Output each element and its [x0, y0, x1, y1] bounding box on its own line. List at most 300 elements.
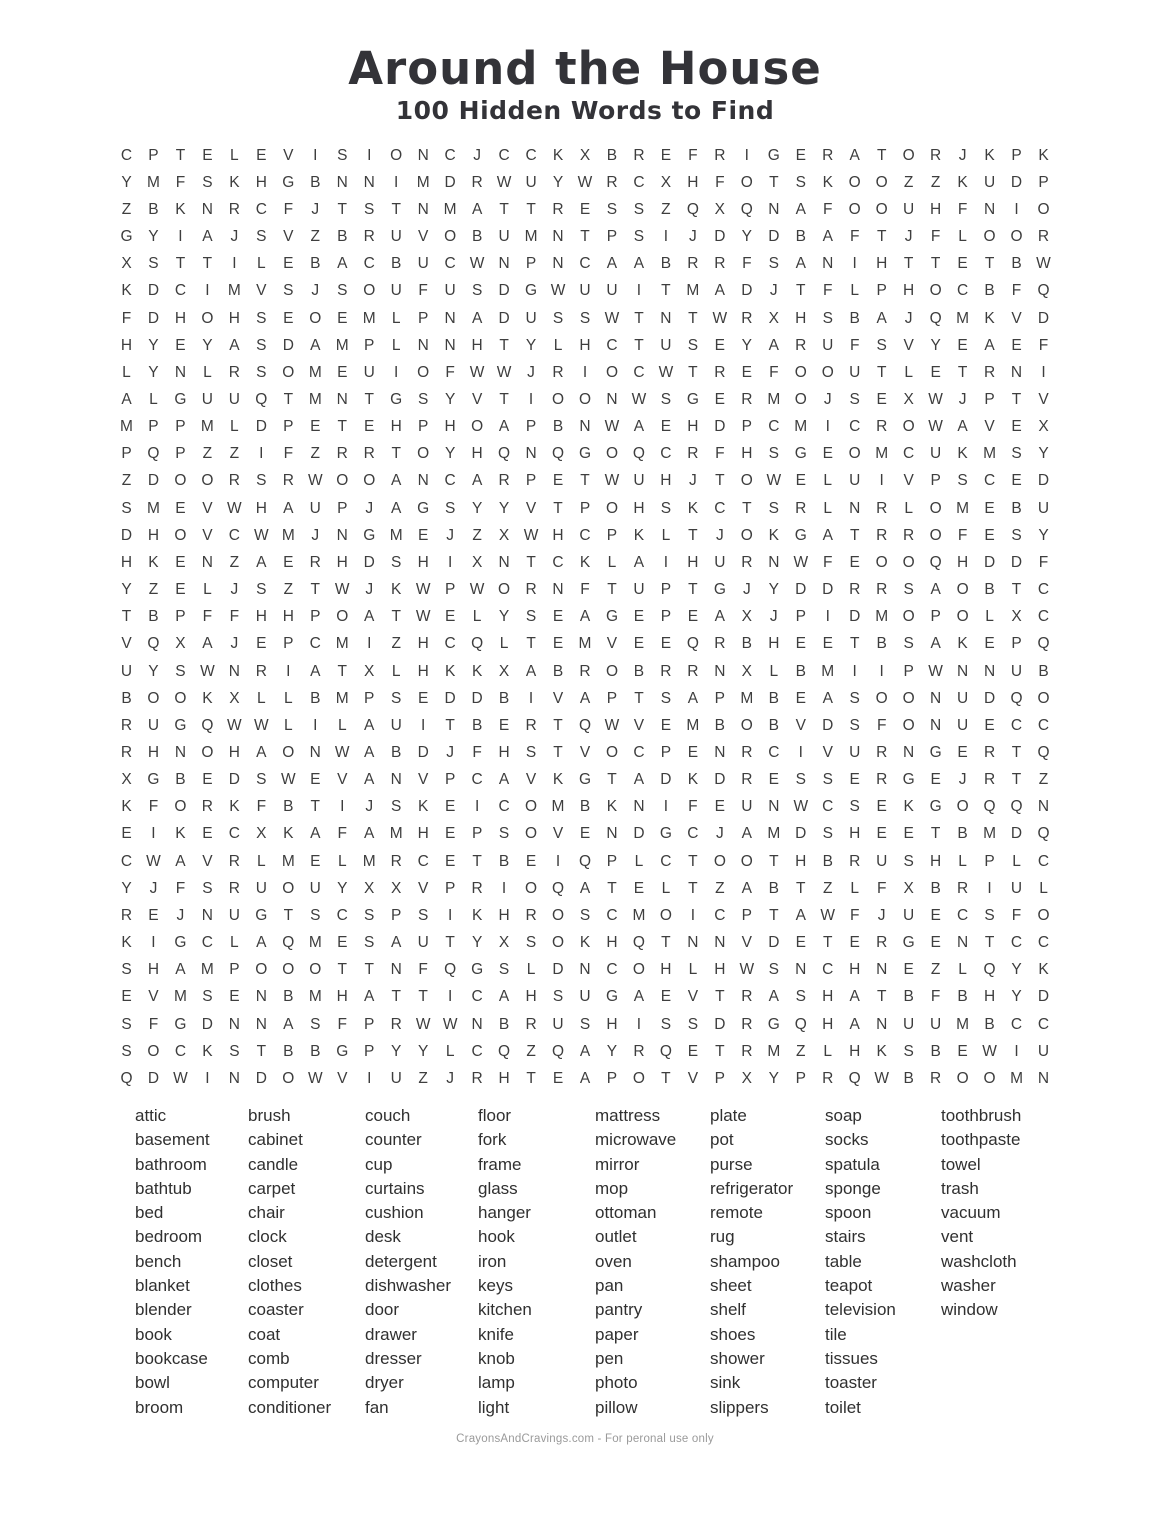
page-footer: CrayonsAndCravings.com - For peronal use only — [456, 1433, 714, 1445]
grid-letter: P — [175, 608, 186, 626]
grid-letter: A — [822, 228, 833, 246]
grid-letter: S — [957, 472, 968, 490]
grid-letter: P — [444, 879, 456, 897]
grid-letter: C — [714, 906, 726, 924]
grid-letter: R — [633, 146, 645, 164]
grid-letter: U — [525, 309, 537, 327]
grid-letter: B — [903, 1069, 914, 1087]
grid-letter: L — [472, 608, 482, 626]
grid-letter: F — [337, 825, 347, 843]
grid-letter: B — [1011, 499, 1022, 517]
grid-letter: R — [525, 906, 537, 924]
grid-letter: K — [391, 581, 402, 599]
word-item: refrigerator — [710, 1178, 794, 1198]
grid-letter: I — [367, 146, 372, 164]
grid-letter: D — [147, 472, 160, 490]
grid-letter: D — [795, 825, 807, 843]
grid-letter: M — [335, 635, 349, 653]
grid-letter: A — [633, 418, 645, 436]
grid-letter: W — [146, 852, 161, 870]
grid-letter: W — [496, 173, 512, 191]
grid-letter: D — [417, 744, 429, 762]
grid-letter: J — [769, 282, 778, 300]
grid-letter: S — [202, 988, 213, 1006]
grid-letter: R — [930, 1069, 942, 1087]
grid-letter: K — [579, 553, 591, 571]
grid-letter: E — [552, 1069, 564, 1087]
grid-letter: D — [1037, 472, 1050, 490]
word-item: lamp — [478, 1373, 515, 1393]
grid-letter: B — [121, 689, 132, 707]
grid-letter: O — [201, 744, 214, 762]
word-item: pen — [595, 1348, 624, 1368]
grid-letter: C — [120, 852, 133, 870]
grid-letter: U — [525, 173, 537, 191]
word-item: microwave — [595, 1130, 677, 1150]
word-item: cabinet — [248, 1130, 303, 1150]
grid-letter: Z — [418, 1069, 428, 1087]
grid-letter: T — [526, 1069, 536, 1087]
grid-letter: L — [1012, 852, 1021, 870]
grid-letter: C — [983, 472, 996, 490]
grid-row — [113, 278, 1057, 305]
grid-letter: N — [228, 662, 240, 680]
word-item: toothbrush — [941, 1106, 1022, 1125]
grid-letter: S — [795, 988, 806, 1006]
grid-letter: S — [822, 771, 833, 789]
grid-letter: M — [956, 309, 970, 327]
grid-letter: B — [471, 228, 483, 246]
grid-letter: B — [310, 1042, 321, 1060]
grid-letter: J — [365, 499, 374, 517]
grid-letter: R — [849, 852, 861, 870]
grid-letter: W — [631, 390, 647, 408]
word-item: frame — [478, 1154, 522, 1174]
grid-letter: E — [175, 581, 186, 599]
grid-letter: F — [930, 988, 941, 1006]
grid-letter: S — [256, 336, 267, 354]
grid-row — [113, 251, 1057, 278]
grid-row — [113, 658, 1057, 685]
grid-letter: W — [173, 1069, 188, 1087]
grid-letter: T — [553, 716, 563, 734]
grid-letter: Q — [1037, 282, 1050, 300]
grid-letter: I — [825, 608, 830, 626]
grid-letter: P — [175, 445, 186, 463]
grid-letter: E — [687, 744, 699, 762]
grid-letter: E — [444, 825, 456, 843]
grid-letter: H — [849, 825, 861, 843]
grid-letter: M — [227, 282, 241, 300]
grid-letter: H — [255, 173, 267, 191]
word-item: detergent — [365, 1251, 437, 1271]
word-item: trash — [941, 1178, 979, 1198]
grid-letter: I — [582, 363, 588, 381]
grid-letter: G — [174, 390, 187, 408]
grid-letter: E — [849, 771, 860, 789]
grid-letter: W — [766, 472, 782, 490]
grid-letter: I — [987, 879, 992, 897]
page-subtitle: 100 Hidden Words to Find — [395, 95, 775, 125]
grid-letter: S — [822, 825, 833, 843]
grid-letter: W — [227, 716, 242, 734]
grid-letter: E — [714, 798, 726, 816]
grid-letter: S — [768, 255, 779, 273]
grid-letter: C — [768, 418, 780, 436]
grid-letter: O — [201, 472, 214, 490]
grid-letter: S — [552, 988, 564, 1006]
grid-letter: B — [310, 173, 321, 191]
grid-letter: V — [417, 879, 429, 897]
grid-letter: B — [552, 662, 564, 680]
grid-letter: R — [660, 662, 672, 680]
grid-letter: U — [714, 553, 726, 571]
word-item: bed — [135, 1203, 164, 1223]
grid-letter: R — [822, 146, 834, 164]
grid-letter: S — [633, 228, 645, 246]
word-item: sheet — [710, 1276, 752, 1296]
grid-letter: R — [471, 1069, 483, 1087]
grid-letter: N — [579, 418, 591, 436]
grid-letter: Z — [283, 581, 294, 599]
word-item: vacuum — [941, 1203, 1001, 1223]
grid-letter: F — [715, 173, 725, 191]
grid-letter: L — [553, 336, 563, 354]
grid-letter: C — [1037, 1015, 1050, 1033]
grid-letter: E — [795, 934, 806, 952]
grid-letter: P — [444, 771, 456, 789]
grid-letter: A — [606, 255, 618, 273]
grid-letter: T — [715, 472, 725, 490]
grid-letter: A — [633, 553, 645, 571]
grid-letter: E — [633, 608, 645, 626]
grid-letter: N — [1037, 1069, 1050, 1087]
grid-letter: M — [416, 173, 430, 191]
grid-letter: M — [794, 418, 808, 436]
grid-letter: N — [983, 200, 996, 218]
grid-letter: B — [741, 635, 752, 653]
word-item: plate — [710, 1106, 747, 1125]
grid-letter: K — [957, 445, 968, 463]
grid-letter: D — [660, 771, 672, 789]
grid-row — [113, 930, 1057, 957]
grid-letter: X — [768, 309, 779, 327]
grid-letter: E — [984, 499, 995, 517]
grid-letter: P — [364, 1015, 375, 1033]
grid-letter: L — [904, 499, 913, 517]
grid-letter: U — [956, 689, 969, 707]
grid-letter: C — [1037, 934, 1050, 952]
grid-letter: P — [121, 445, 132, 463]
grid-letter: S — [202, 879, 213, 897]
grid-letter: R — [714, 146, 726, 164]
grid-letter: E — [957, 255, 968, 273]
grid-letter: O — [929, 499, 942, 517]
grid-letter: E — [202, 146, 213, 164]
word-item: bathtub — [135, 1178, 192, 1198]
grid-letter: M — [875, 445, 889, 463]
word-item: ottoman — [595, 1203, 657, 1223]
grid-letter: Z — [930, 173, 941, 191]
grid-letter: O — [605, 744, 618, 762]
grid-letter: R — [714, 635, 726, 653]
grid-letter: H — [336, 988, 348, 1006]
grid-letter: Z — [715, 879, 725, 897]
grid-letter: O — [282, 744, 295, 762]
grid-letter: V — [795, 716, 806, 734]
grid-letter: B — [579, 798, 591, 816]
grid-letter: A — [984, 336, 995, 354]
grid-letter: A — [687, 689, 699, 707]
grid-letter: S — [876, 336, 887, 354]
grid-letter: O — [740, 852, 753, 870]
grid-letter: O — [605, 445, 618, 463]
word-item: bedroom — [135, 1227, 203, 1247]
grid-row — [113, 848, 1057, 875]
grid-letter: S — [984, 906, 995, 924]
grid-row — [113, 332, 1057, 359]
grid-letter: T — [688, 309, 698, 327]
grid-letter: E — [930, 906, 941, 924]
word-item: table — [825, 1251, 862, 1271]
grid-letter: L — [958, 228, 967, 246]
grid-letter: R — [741, 988, 753, 1006]
grid-letter: S — [364, 906, 375, 924]
grid-letter: I — [744, 146, 749, 164]
grid-row — [113, 468, 1057, 495]
grid-letter: N — [525, 445, 537, 463]
grid-letter: S — [660, 1015, 672, 1033]
grid-letter: D — [983, 689, 996, 707]
grid-letter: O — [902, 418, 915, 436]
word-item: outlet — [595, 1227, 637, 1247]
grid-letter: C — [714, 499, 726, 517]
grid-letter: T — [688, 852, 698, 870]
grid-letter: N — [768, 200, 780, 218]
grid-letter: R — [741, 309, 753, 327]
grid-letter: A — [337, 255, 348, 273]
grid-letter: Q — [929, 309, 942, 327]
grid-letter: W — [334, 744, 350, 762]
grid-letter: H — [120, 553, 133, 571]
grid-letter: E — [552, 608, 564, 626]
grid-letter: E — [310, 852, 321, 870]
grid-letter: M — [956, 1015, 970, 1033]
grid-letter: B — [498, 689, 510, 707]
grid-letter: D — [147, 309, 160, 327]
grid-letter: N — [1037, 798, 1050, 816]
word-item: oven — [595, 1251, 632, 1271]
grid-letter: B — [310, 255, 321, 273]
grid-letter: T — [418, 988, 428, 1006]
grid-letter: A — [741, 825, 752, 843]
grid-letter: M — [443, 200, 457, 218]
grid-letter: O — [578, 390, 592, 408]
grid-letter: L — [499, 635, 509, 653]
grid-letter: H — [147, 526, 160, 544]
grid-letter: S — [660, 689, 672, 707]
grid-letter: H — [471, 445, 483, 463]
grid-letter: R — [228, 363, 240, 381]
grid-letter: G — [390, 390, 403, 408]
grid-letter: O — [174, 798, 187, 816]
grid-letter: H — [903, 282, 915, 300]
grid-letter: V — [552, 689, 564, 707]
grid-letter: Z — [903, 173, 914, 191]
grid-letter: O — [282, 363, 295, 381]
grid-letter: X — [903, 879, 914, 897]
grid-letter: C — [471, 1042, 483, 1060]
grid-letter: F — [256, 798, 267, 816]
grid-letter: A — [768, 336, 779, 354]
grid-letter: O — [551, 906, 565, 924]
grid-letter: P — [310, 608, 321, 626]
word-item: television — [825, 1300, 896, 1320]
grid-letter: J — [311, 526, 320, 544]
grid-letter: W — [280, 771, 296, 789]
grid-letter: O — [551, 934, 565, 952]
grid-letter: K — [417, 798, 429, 816]
grid-letter: N — [606, 390, 618, 408]
grid-letter: Q — [201, 716, 214, 734]
grid-letter: T — [526, 200, 536, 218]
grid-letter: P — [660, 608, 672, 626]
grid-letter: A — [229, 336, 240, 354]
word-item: shoes — [710, 1324, 756, 1344]
grid-letter: O — [902, 608, 915, 626]
grid-letter: O — [282, 961, 295, 979]
grid-letter: I — [232, 255, 237, 273]
grid-letter: O — [794, 390, 807, 408]
grid-letter: O — [929, 526, 942, 544]
word-item: slippers — [710, 1397, 769, 1417]
grid-letter: Y — [148, 662, 159, 680]
grid-letter: S — [660, 390, 672, 408]
grid-letter: C — [822, 961, 834, 979]
grid-letter: T — [607, 879, 617, 897]
grid-letter: O — [956, 798, 969, 816]
grid-letter: D — [255, 418, 267, 436]
grid-letter: G — [174, 1015, 187, 1033]
grid-letter: N — [363, 173, 375, 191]
grid-letter: W — [254, 526, 269, 544]
grid-letter: S — [849, 798, 860, 816]
grid-letter: B — [337, 228, 348, 246]
grid-letter: Q — [147, 445, 160, 463]
grid-letter: R — [741, 744, 753, 762]
grid-letter: C — [687, 825, 699, 843]
word-item: knob — [478, 1348, 515, 1368]
grid-letter: J — [877, 906, 886, 924]
word-item: coaster — [248, 1300, 304, 1320]
word-item: cup — [365, 1154, 393, 1174]
grid-letter: Q — [740, 200, 753, 218]
grid-letter: R — [983, 363, 996, 381]
grid-letter: E — [337, 934, 348, 952]
grid-letter: E — [444, 852, 456, 870]
grid-letter: X — [498, 934, 510, 952]
grid-letter: D — [1037, 309, 1050, 327]
grid-letter: I — [1014, 200, 1019, 218]
grid-letter: T — [688, 581, 698, 599]
grid-letter: E — [768, 771, 779, 789]
grid-letter: P — [337, 499, 348, 517]
grid-letter: N — [471, 1015, 483, 1033]
grid-letter: E — [310, 771, 321, 789]
grid-letter: N — [633, 798, 645, 816]
grid-letter: Z — [121, 200, 132, 218]
word-item: pillow — [595, 1397, 638, 1417]
grid-letter: E — [229, 988, 240, 1006]
grid-letter: G — [794, 526, 807, 544]
grid-letter: E — [660, 635, 672, 653]
grid-letter: B — [633, 662, 645, 680]
grid-letter: E — [310, 418, 321, 436]
grid-letter: G — [686, 390, 699, 408]
grid-letter: N — [930, 689, 942, 707]
grid-letter: L — [1039, 879, 1048, 897]
grid-letter: I — [636, 1015, 642, 1033]
grid-letter: J — [311, 282, 320, 300]
grid-letter: I — [447, 553, 453, 571]
grid-letter: M — [578, 635, 592, 653]
grid-letter: F — [445, 363, 455, 381]
grid-letter: M — [281, 852, 295, 870]
grid-letter: B — [283, 988, 294, 1006]
grid-letter: H — [498, 1069, 510, 1087]
grid-row — [113, 441, 1057, 468]
grid-letter: C — [633, 744, 645, 762]
grid-letter: R — [552, 363, 564, 381]
grid-letter: N — [606, 825, 618, 843]
grid-letter: K — [121, 934, 132, 952]
grid-letter: R — [525, 581, 537, 599]
grid-letter: P — [876, 282, 887, 300]
grid-letter: K — [1038, 146, 1049, 164]
grid-letter: T — [769, 852, 779, 870]
grid-letter: R — [120, 906, 133, 924]
grid-letter: M — [362, 852, 376, 870]
grid-letter: N — [714, 934, 726, 952]
grid-letter: O — [1010, 228, 1023, 246]
grid-letter: B — [148, 608, 159, 626]
grid-letter: T — [688, 526, 698, 544]
grid-letter: E — [283, 309, 294, 327]
grid-letter: P — [606, 228, 618, 246]
grid-letter: C — [579, 255, 591, 273]
grid-letter: Q — [255, 390, 268, 408]
grid-letter: F — [148, 1015, 159, 1033]
grid-letter: W — [200, 662, 215, 680]
grid-letter: S — [903, 852, 914, 870]
grid-letter: A — [310, 662, 321, 680]
grid-letter: Y — [337, 879, 348, 897]
grid-letter: N — [1010, 363, 1023, 381]
grid-letter: M — [767, 825, 781, 843]
grid-letter: D — [444, 173, 456, 191]
grid-letter: P — [283, 418, 294, 436]
grid-row — [113, 549, 1057, 576]
grid-letter: K — [121, 282, 132, 300]
grid-letter: Y — [121, 581, 132, 599]
grid-letter: B — [930, 1042, 941, 1060]
word-list-column — [135, 1104, 248, 1420]
grid-letter: T — [634, 689, 644, 707]
grid-letter: R — [822, 1069, 834, 1087]
grid-letter: U — [444, 282, 456, 300]
grid-letter: U — [903, 906, 915, 924]
grid-letter: A — [930, 635, 941, 653]
